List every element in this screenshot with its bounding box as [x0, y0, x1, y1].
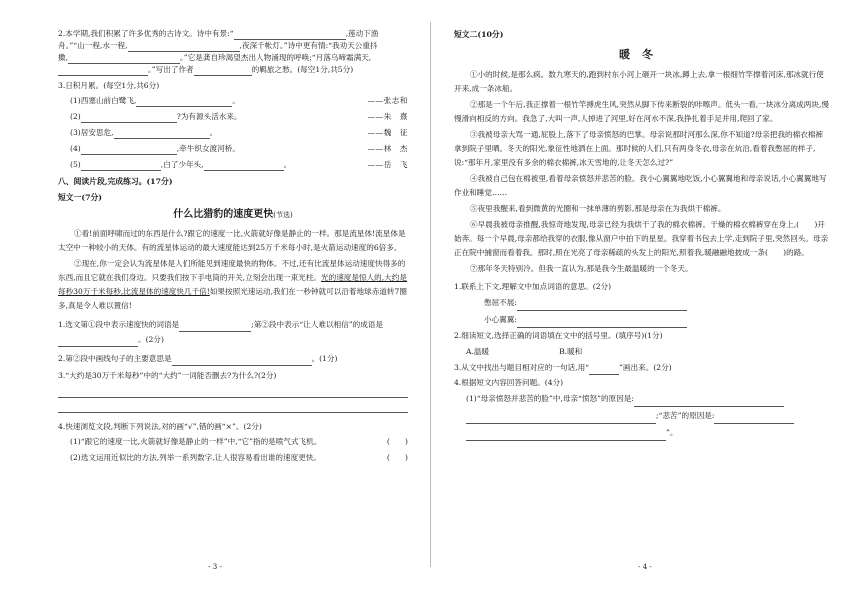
page-4: [430, 0, 860, 593]
question-2-poetry: [58, 28, 408, 76]
poem-line: (1)西塞山前白鹭飞, 。 ——张志和: [70, 96, 408, 105]
question-4-part-1-end: ”。: [454, 424, 830, 441]
question-1: 1.联系上下文,理解文中加点词语的意思。(2分): [454, 282, 612, 291]
question-4: 4.根据短文内容回答问题。(4分): [454, 378, 564, 387]
paragraph-1: ①小的时候,是那么疯。数九寒天的,跑到村东小河上砸开一块冰,蹲上去,拿一根细竹竿撑着河床,那冰就行使开来,成一条冰船。: [454, 70, 824, 93]
poem-line: (3)居安思危, 。 ——魏 征: [70, 128, 408, 137]
poem-author: ——林 杰: [367, 144, 408, 153]
answer-line[interactable]: [58, 400, 408, 413]
question-4: 4.快速浏览文段,判断下列说法,对的画“√”,错的画“×”。(2分): [58, 422, 262, 431]
paragraph-5: ⑤夜里我醒来,看到微黄的光圈和一抹单薄的剪影,那是母亲在为我烘干棉裤。: [470, 204, 726, 213]
page-number: - 3 -: [208, 563, 222, 571]
paragraph-2: ②现在,你一定会认为流星体是人们所能见到速度最快的物体。不过,还有比流星体运动速度快得多的东西,而且它就在我们身边。只要我们按下手电筒的开关,立刻会出现一束光柱。光的速度是惊人的,大约是每秒30万千米每秒,比流星体的速度快几千倍!如果按照光速运动,我们在一秒钟就可以沿着地球赤道转7圈多,真是令人难以置信!: [58, 259, 407, 310]
paragraph-6: ⑥早晨我被母亲推醒,我惊奇地发现,母亲已经为我烘干了我的棉衣棉裤。干燥的棉衣棉裤穿在身上,( )开始奔。每一个早晨,母亲都给我穿的衣服,像从窗户中拍下的星星。我穿着书包去上学,走到院子里,突然回头。母亲正在院中捕窗而看着我。那时,照在光亮了母亲稀疏的头发上的阳光,照着我,暖融融地披成一条( )的路。: [454, 220, 829, 257]
answer-paren[interactable]: ( ): [386, 453, 408, 462]
poem-line: (5) ,白了少年头, 。 ——岳 飞: [70, 160, 408, 169]
poem-author: ——朱 熹: [367, 112, 408, 121]
passage-2-title: 暖冬: [619, 48, 665, 61]
question-2: 2.细读短文,选择正确的词语填在文中的括号里。(填序号)(1分): [454, 331, 663, 340]
paragraph-2: ②那是一个午后,我正撑着一根竹竿搏虎生风,突然从脚下传来断裂的咔嚓声。低头一看,一块冰分离成两块,慢慢滑向相反的方向。我急了,大叫一声,人掉进了河里,好在河水不深,我挣扎着手足并用,爬回了家。: [454, 100, 829, 123]
poem-line: (2) ?为有源头活水来。 ——朱 熹: [70, 112, 408, 121]
question-2: 2.第②段中画线句子的主要意思是 。(1分): [58, 351, 408, 366]
judge-item-2: (2)选文运用近似比的方法,列举一系列数字,让人很容易看出谁的速度更快。 ( ): [58, 450, 408, 466]
underlined-sentence: 光的速度是惊人的,大约是每秒30万千米每秒,比流星体的速度快几千倍!: [58, 273, 407, 296]
paragraph-1: ①看!前面呼啸而过的东西是什么?跟它的速度一比,火箭就好像是静止的一样。那是流星体!流星体是太空中一种较小的天体。有的流星体运动的最大速度能达到25万千米每小时,是火箭运动速度的6倍多。: [58, 229, 406, 252]
vocab-item-2: 小心翼翼:: [454, 311, 830, 328]
question-4-part-1-cont: ;“悲苦”的原因是:: [454, 407, 830, 424]
answer-line[interactable]: [58, 385, 408, 398]
poem-author: ——岳 飞: [367, 160, 408, 169]
judge-item-1: (1)“跟它的速度一比,火箭就好像是静止的一样”中,“它”指的是喷气式飞机。 ( ): [58, 434, 408, 450]
question-3-title: 3.日积月累。(每空1分,共6分): [58, 81, 160, 90]
passage-1-title: 什么比猎豹的速度更快(节选): [173, 209, 293, 220]
question-1: 1.选文第①段中表示速度快的词语是 ;第②段中表示“让人难以相信”的成语是 。(2分): [58, 317, 408, 347]
section-8-heading: 八、阅读片段,完成练习。(17分): [58, 177, 173, 186]
vocab-item-1: 憋屈不展:: [454, 294, 830, 311]
question-3: 3.从文中找出与题目相对应的一句话,用“ ”画出来。(2分): [454, 360, 830, 375]
passage-1-label: 短文一(7分): [58, 193, 102, 202]
poem-author: ——张志和: [367, 96, 408, 105]
paragraph-3: ③我被母亲大骂一通,屁股上,落下了母亲愤怒的巴掌。母亲说那时河那么深,你不知道?母亲把我的棉衣棉裤拿到院子里晒。冬天的阳光,象征性地洒在上面。那时候的人们,只有两身冬衣,母亲在炕沿,看着我憋屈的样子,说:“那年月,家里没有多余的棉衣棉裤,冰天雪地的,让冬天怎么过?”: [454, 130, 824, 167]
question-2-line-2: 舟。”“山一程,水一程, ,夜深千帐灯。”诗中更有情:“我劝天公重抖: [58, 41, 378, 50]
answer-paren[interactable]: ( ): [386, 437, 408, 446]
question-4-part-1: (1)“母亲愤怒并悲苦的脸”中,母亲“愤怒”的原因是:: [454, 390, 830, 407]
paragraph-7: ⑦那年冬天特别冷。但我一直认为,那是我今生最温暖的一个冬天。: [470, 264, 693, 273]
passage-2-label: 短文二(10分): [454, 30, 504, 39]
question-2-line-1: 2.本学期,我们积累了许多优秀的古诗文。诗中有景:“ ,莲动下渔: [58, 29, 379, 38]
question-3: 3.“大约是30万千米每秒”中的“大约”一词能否删去?为什么?(2分): [58, 371, 277, 380]
poem-author: ——魏 征: [367, 128, 408, 137]
page-number: - 4 -: [638, 563, 652, 571]
paragraph-4: ④我被自己包在棉被里,看着母亲愤怒并悲苦的脸。我小心翼翼地吃饭,小心翼翼地和母亲说话,小心翼翼地写作业和睡觉……: [454, 174, 827, 197]
question-2-line-4: 。”写出了作者 的羁旅之愁。(每空1分,共5分): [58, 64, 408, 76]
poem-line: (4) ,牵牛织女渡河桥。 ——林 杰: [70, 144, 408, 153]
question-2-line-3: 擞, 。”它是龚自珍渴望杰出人物涌现的呼唤;“月落乌啼霜满天,: [58, 53, 372, 62]
choice-options: A.温暖 B.暖和: [466, 347, 583, 356]
